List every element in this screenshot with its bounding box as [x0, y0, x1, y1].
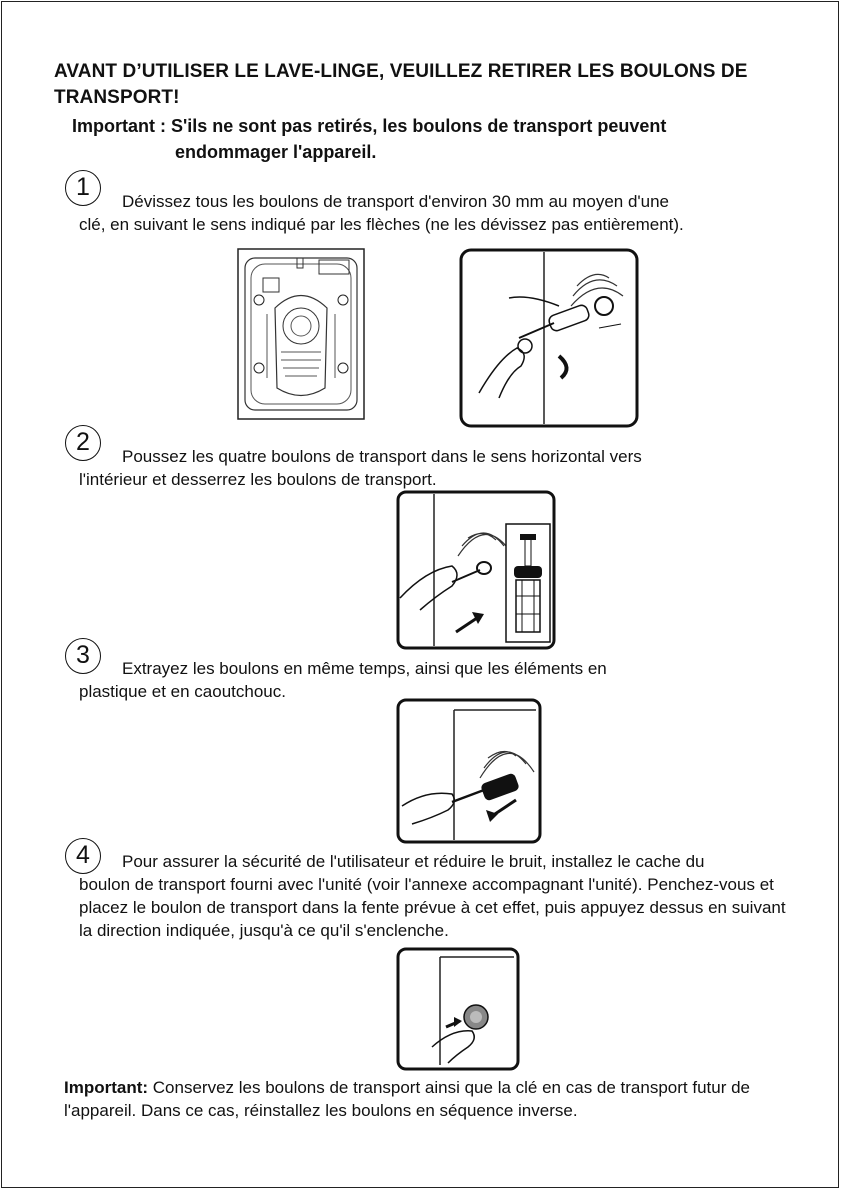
wrench-unscrew-illustration [459, 248, 639, 428]
step-4-line1: Pour assurer la sécurité de l'utilisateur et réduire le bruit, installez le cache du [122, 852, 705, 871]
footer-important-label: Important: [64, 1078, 149, 1097]
step-1-number: 1 [65, 170, 101, 206]
step-4-number: 4 [65, 838, 101, 874]
step-2-rest: l'intérieur et desserrez les boulons de transport. [79, 470, 437, 489]
step-3-number: 3 [65, 638, 101, 674]
extract-bolts-illustration [396, 698, 542, 844]
step-4-rest: boulon de transport fourni avec l'unité (voir l'annexe accompagnant l'unité). Penchez-vous et placez le boulon de transport dans la fente prévue à cet effet, puis appuyez dessus en suivant la direction indiquée, jusqu'à ce qu'il s'enclenche. [79, 875, 786, 940]
step-2-line1: Poussez les quatre boulons de transport dans le sens horizontal vers [122, 447, 642, 466]
footer-text: Conservez les boulons de transport ainsi que la clé en cas de transport futur de l'appareil. Dans ce cas, réinstallez les boulons en séquence inverse. [64, 1078, 751, 1120]
step-1-text [79, 190, 799, 236]
step-1-rest: clé, en suivant le sens indiqué par les flèches (ne les dévissez pas entièrement). [79, 215, 684, 234]
step-3-rest: plastique et en caoutchouc. [79, 682, 286, 701]
step-3-line1: Extrayez les boulons en même temps, ainsi que les éléments en [122, 659, 607, 678]
step-1-line1: Dévissez tous les boulons de transport d'environ 30 mm au moyen d'une [122, 192, 670, 211]
machine-rear-illustration [237, 248, 365, 420]
push-bolts-illustration [396, 490, 556, 650]
step-3-text [79, 657, 799, 703]
page-title: AVANT D’UTILISER LE LAVE-LINGE, VEUILLEZ RETIRER LES BOULONS DE TRANSPORT! [54, 61, 748, 108]
step-4-text [79, 850, 799, 942]
important-warning-line1: Important : S'ils ne sont pas retirés, les boulons de transport peuvent [72, 116, 667, 136]
footer-note [64, 1076, 794, 1122]
step-2-number: 2 [65, 425, 101, 461]
important-warning [72, 113, 792, 165]
step-2-text [79, 445, 799, 491]
important-warning-line2: endommager l'appareil. [175, 142, 377, 162]
install-cover-illustration [396, 947, 520, 1071]
